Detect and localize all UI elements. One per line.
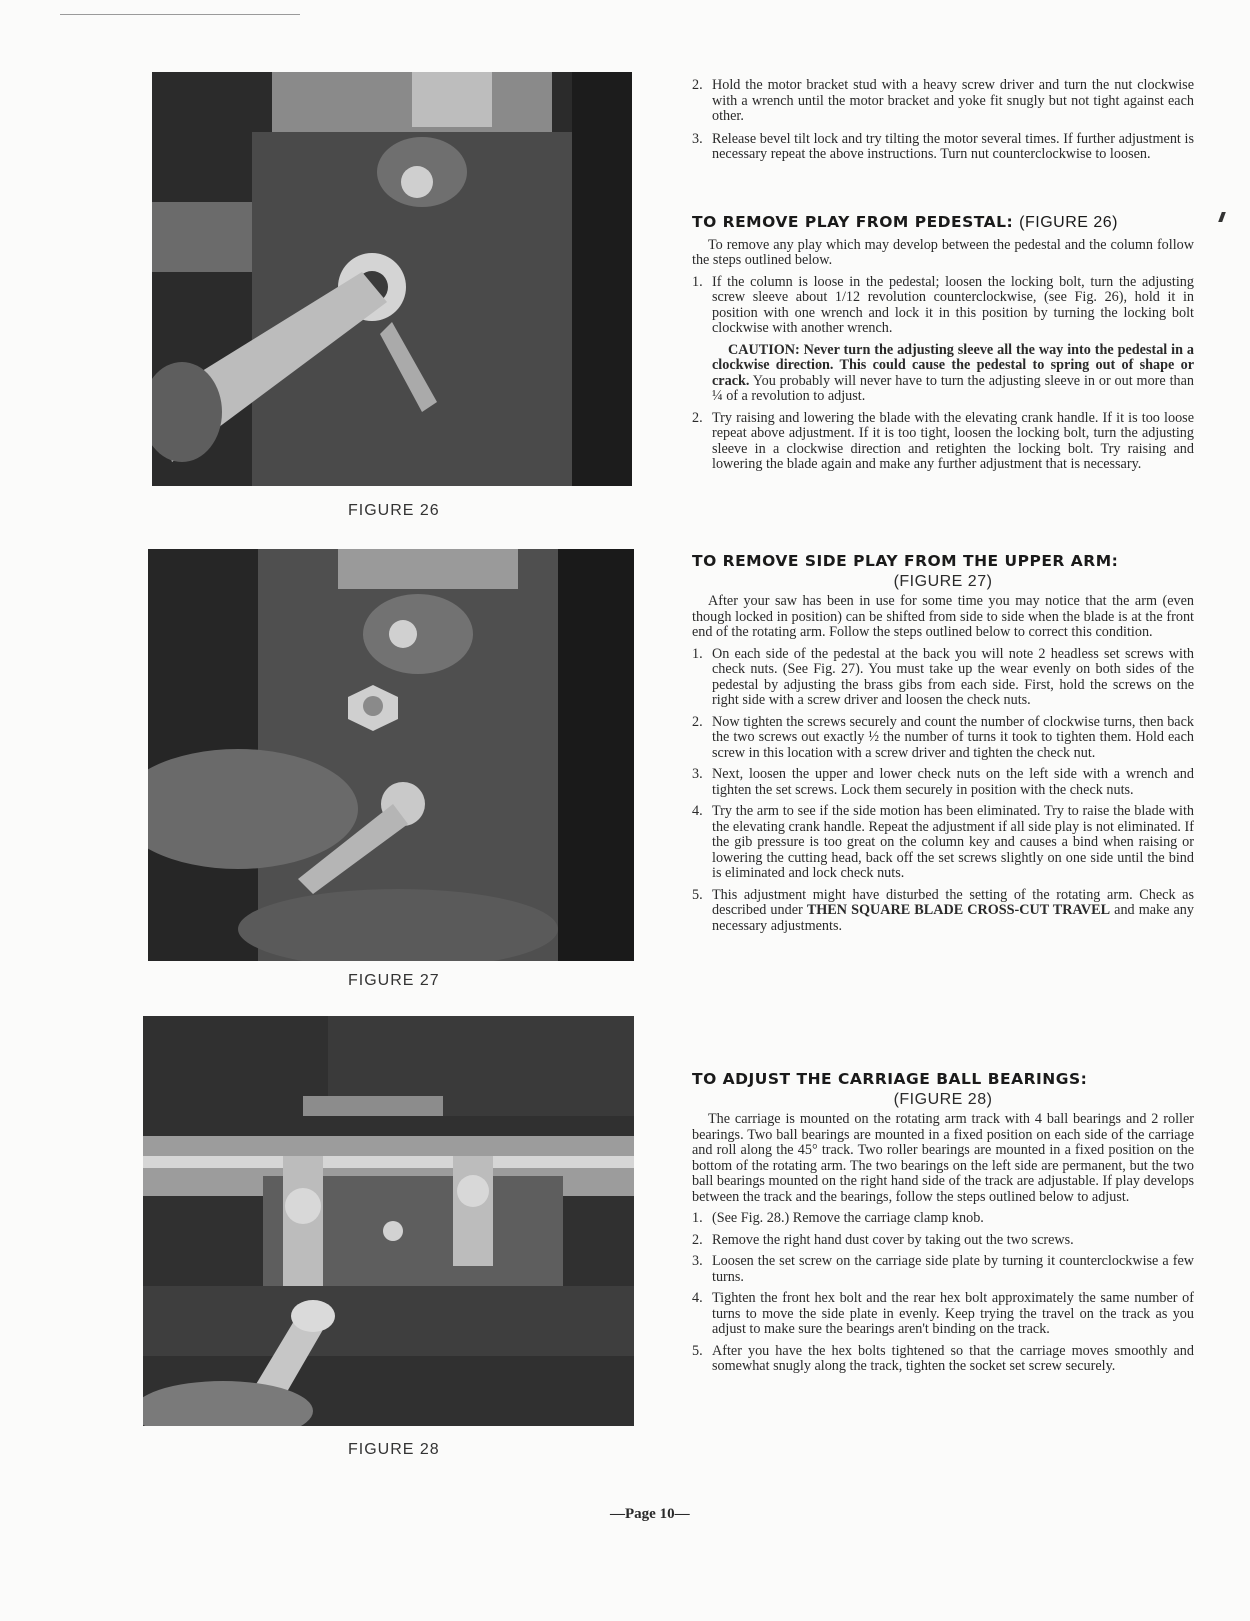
list-item: 4. Try the arm to see if the side motion has been eliminated. Try to raise the blade with the elevating crank handle. Repeat the adjustment if all side play is not eliminated. If the gib pressure is too great on the column key and causes a bind when raising or lowering the cutting head, back off the set screws slightly on one side until the bind is eliminated and lock check nuts.	[692, 803, 1194, 881]
intro-steps	[692, 78, 1194, 163]
figure-28-photo	[143, 1016, 634, 1426]
list-item: 3. Loosen the set screw on the carriage side plate by turning it counterclockwise a few turns.	[692, 1253, 1194, 1285]
section-pedestal	[692, 215, 1194, 473]
figure-27-caption: FIGURE 27	[348, 972, 440, 989]
list-item: 3. Next, loosen the upper and lower check nuts on the left side with a wrench and tighten the set screws. Lock them securely in position with the check nuts.	[692, 766, 1194, 798]
list-item: 1. If the column is loose in the pedestal; loosen the locking bolt, turn the adjusting screw sleeve about 1/12 revolution counterclockwise, (see Fig. 26), hold it in position with one wrench and lock it in this position by turning the locking bolt clockwise with another wrench.	[692, 273, 1194, 336]
list-item: 2. Hold the motor bracket stud with a heavy screw driver and turn the nut clockwise with a wrench until the motor bracket and yoke fit snugly but not tight against each other.	[692, 77, 1194, 124]
page-number: —Page 10—	[610, 1506, 690, 1522]
list-item: 5. This adjustment might have disturbed the setting of the rotating arm. Check as described under THEN SQUARE BLADE CROSS-CUT TRAVEL and make any necessary adjustments.	[692, 886, 1194, 934]
section-figure-ref: (FIGURE 28)	[893, 1090, 993, 1108]
margin-mark	[1218, 212, 1226, 222]
list-item: 3. Release bevel tilt lock and try tilting the motor several times. If further adjustment is necessary repeat the above instructions. Turn nut counterclockwise to loosen.	[692, 130, 1194, 162]
figure-27-photo	[148, 549, 634, 961]
list-item: 4. Tighten the front hex bolt and the rear hex bolt approximately the same number of turns to move the side plate in evenly. Keep trying the travel on the track as you adjust to make sure the bearings aren't binding on the track.	[692, 1290, 1194, 1337]
figure-26-caption: FIGURE 26	[348, 502, 440, 519]
list-item: 2. Try raising and lowering the blade with the elevating crank handle. If it is too loose repeat above adjustment. If it is too tight, loosen the locking bolt, turn the adjusting sleeve in a clockwise direction and retighten the locking bolt. Try raising and lowering the blade again and make any further adjustment that is necessary.	[692, 409, 1194, 472]
section-heading: TO ADJUST THE CARRIAGE BALL BEARINGS:	[692, 1070, 1088, 1088]
list-item: 1. (See Fig. 28.) Remove the carriage clamp knob.	[692, 1210, 984, 1226]
list-item: 2. Remove the right hand dust cover by taking out the two screws.	[692, 1231, 1074, 1248]
section-figure-ref: (FIGURE 27)	[893, 572, 993, 590]
caution-note: CAUTION: Never turn the adjusting sleeve all the way into the pedestal in a clockwise direction. This could cause the pedestal to spring out of shape or crack. You probably will never have to turn the adjusting sleeve in or out more than ¼ of a revolution to adjust.	[712, 341, 1194, 404]
section-heading: TO REMOVE PLAY FROM PEDESTAL: (FIGURE 26)	[692, 213, 1118, 231]
figure-26-photo	[152, 72, 632, 486]
list-item: 5. After you have the hex bolts tightened so that the carriage moves smoothly and somewhat snugly along the track, tighten the socket set screw securely.	[692, 1342, 1194, 1374]
top-rule	[60, 14, 300, 15]
section-carriage-bearings	[692, 1072, 1194, 1375]
section-upper-arm	[692, 554, 1194, 934]
section-intro: To remove any play which may develop between the pedestal and the column follow the steps outlined below.	[692, 236, 1194, 268]
list-item: 1. On each side of the pedestal at the back you will note 2 headless set screws with check nuts. (See Fig. 27). You must take up the wear evenly on both sides of the pedestal by adjusting the brass gibs from each side. First, hold the screws on the right side with a screw driver and loosen the check nuts.	[692, 645, 1194, 708]
section-intro: After your saw has been in use for some time you may notice that the arm (even though locked in position) can be shifted from side to side when the blade is at the front end of the rotating arm. Follow the steps outlined below to correct this condition.	[692, 593, 1194, 640]
list-item: 2. Now tighten the screws securely and count the number of clockwise turns, then back the two screws out exactly ½ the number of turns it took to tighten them. Hold each screw in this location with a screw driver and tighten the check nut.	[692, 713, 1194, 761]
section-heading: TO REMOVE SIDE PLAY FROM THE UPPER ARM:	[692, 552, 1119, 570]
figure-28-caption: FIGURE 28	[348, 1441, 440, 1458]
section-intro: The carriage is mounted on the rotating arm track with 4 ball bearings and 2 roller bearings. Two ball bearings are mounted in a fixed position on each side of the carriage and roll along the 45° track. Two roller bearings are mounted in a fixed position on the bottom of the rotating arm. The two bearings on the left side are permanent, but the two ball bearings mounted on the right hand side of the track are adjustable. If play develops between the track and the bearings, follow the steps outlined below to adjust.	[692, 1111, 1194, 1205]
